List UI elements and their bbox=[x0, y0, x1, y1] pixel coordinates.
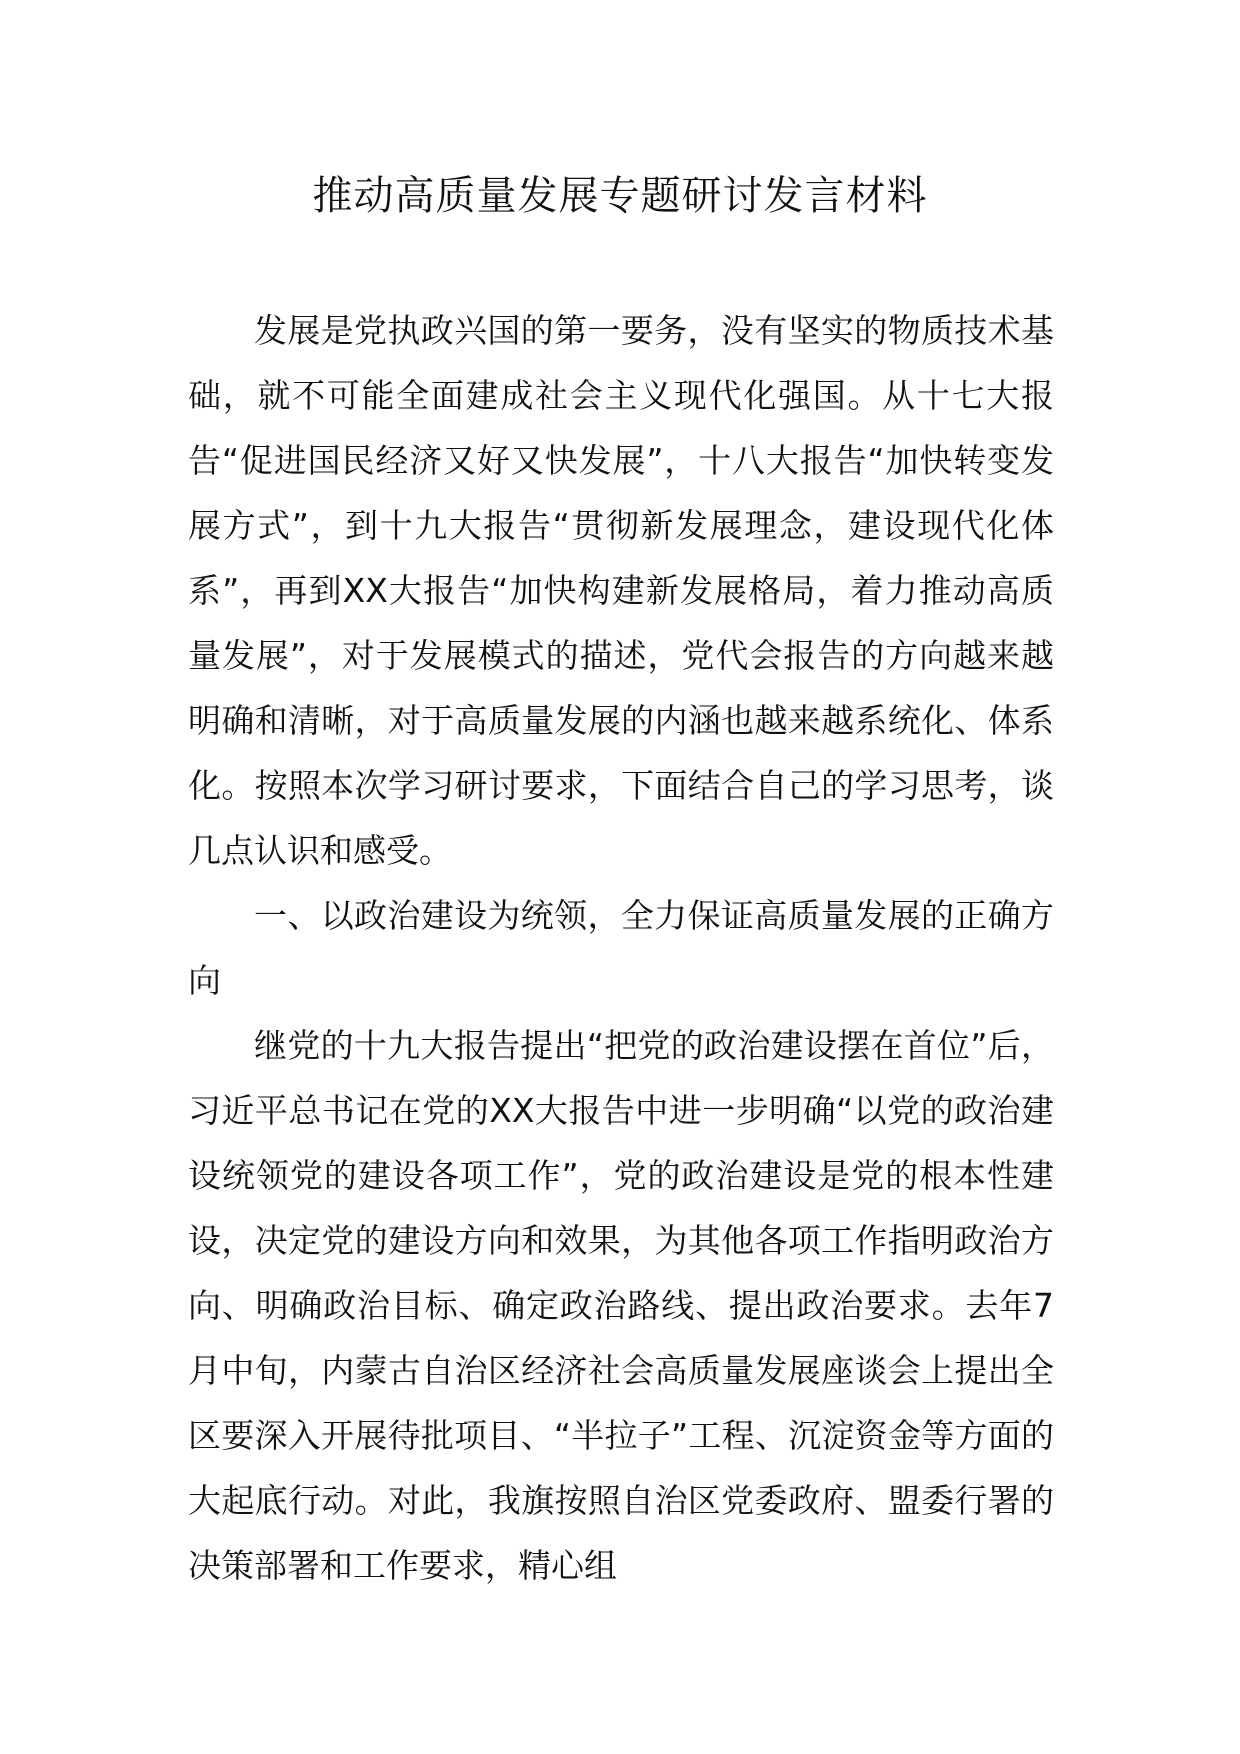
document-body bbox=[188, 298, 1054, 1598]
section-1-paragraph: 继党的十九大报告提出“把党的政治建设摆在首位”后，习近平总书记在党的XX大报告中进一步明确“以党的政治建设统领党的建设各项工作”，党的政治建设是党的根本性建设，决定党的建设方向和效果，为其他各项工作指明政治方向、明确政治目标、确定政治路线、提出政治要求。去年7月中旬，内蒙古自治区经济社会高质量发展座谈会上提出全区要深入开展待批项目、“半拉子”工程、沉淀资金等方面的大起底行动。对此，我旗按照自治区党委政府、盟委行署的决策部署和工作要求，精心组 bbox=[188, 1026, 1054, 1585]
section-heading-1: 一、以政治建设为统领，全力保证高质量发展的正确方向 bbox=[188, 896, 1054, 1000]
intro-paragraph: 发展是党执政兴国的第一要务，没有坚实的物质技术基础，就不可能全面建成社会主义现代化强国。从十七大报告“促进国民经济又好又快发展”，十八大报告“加快转变发展方式”，到十九大报告“贯彻新发展理念，建设现代化体系”，再到XX大报告“加快构建新发展格局，着力推动高质量发展”，对于发展模式的描述，党代会报告的方向越来越明确和清晰，对于高质量发展的内涵也越来越系统化、体系化。按照本次学习研讨要求，下面结合自己的学习思考，谈几点认识和感受。 bbox=[188, 311, 1054, 870]
document-title: 推动高质量发展专题研讨发言材料 bbox=[312, 173, 928, 219]
